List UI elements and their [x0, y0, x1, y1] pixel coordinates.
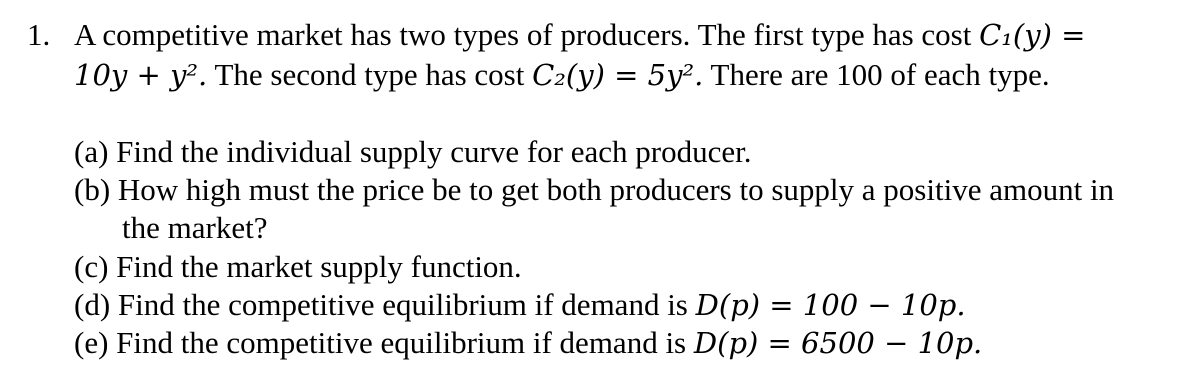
part-c-label: (c) — [74, 249, 109, 284]
cost-function-2: C₂(y) = 5y². — [532, 58, 704, 92]
part-e-label: (e) — [74, 325, 109, 360]
part-b-text: How high must the price be to get both producers to supply a positive amount in — [117, 172, 1115, 207]
part-e — [74, 324, 982, 362]
part-e-demand-equation: D(p) = 6500 − 10p. — [693, 326, 983, 360]
part-a-text: Find the individual supply curve for each producer. — [116, 134, 752, 169]
part-c — [74, 248, 522, 286]
part-c-text: Find the market supply function. — [116, 249, 522, 284]
intro-text-1: A competitive market has two types of producers. The first type has cost — [74, 17, 980, 52]
part-b — [74, 171, 1114, 209]
part-b-continuation — [122, 209, 267, 247]
intro-line-2 — [74, 56, 1050, 94]
cost-function-1-rhs: 10y + y². — [74, 58, 208, 92]
part-d-demand-equation: D(p) = 100 − 10p. — [695, 288, 966, 322]
cost-function-1-lhs: C₁(y) = — [979, 18, 1086, 52]
intro-text-2a: The second type has cost — [207, 57, 533, 92]
part-b-continuation-text: the market? — [122, 210, 268, 245]
intro-line-1 — [74, 16, 1085, 54]
problem-number: 1. — [27, 17, 51, 52]
part-a — [74, 133, 752, 171]
part-d-text: Find the competitive equilibrium if demand is — [117, 287, 696, 322]
part-a-label: (a) — [74, 134, 109, 169]
part-d — [74, 286, 966, 324]
part-b-label: (b) — [74, 172, 111, 207]
part-e-text: Find the competitive equilibrium if demand is — [116, 325, 694, 360]
part-d-label: (d) — [74, 287, 111, 322]
intro-text-2b: There are 100 of each type. — [703, 57, 1050, 92]
